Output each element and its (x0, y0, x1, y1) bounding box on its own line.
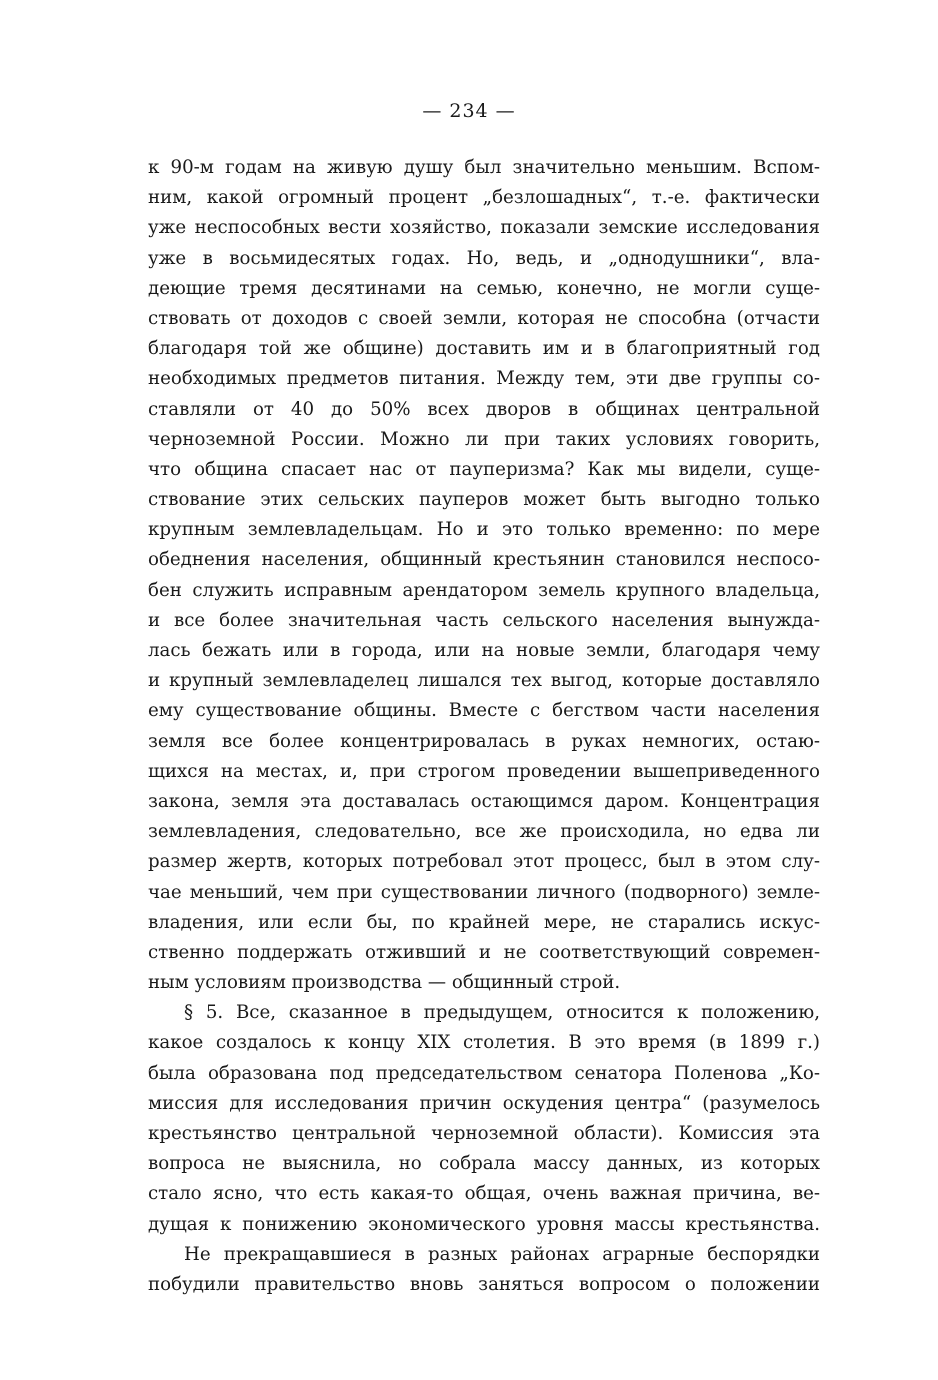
text-line: владения, или если бы, по крайней мере, не старались искус- (148, 911, 820, 933)
text-line: бен служить исправным арендатором земель крупного владельца, (148, 579, 820, 601)
text-line: ему существование общины. Вместе с бегством части населения (148, 700, 820, 722)
text-line: черноземной России. Можно ли при таких условиях говорить, (148, 428, 820, 450)
text-line: ствование этих сельских пауперов может быть выгодно только (148, 489, 820, 511)
text-line: обеднения населения, общинный крестьянин становился неспосо- (148, 549, 820, 571)
paragraph (148, 998, 820, 1240)
text-line: и крупный землевладелец лишался тех выгод, которые доставляло (148, 670, 820, 692)
text-line: закона, земля эта доставалась остающимся даром. Концентрация (148, 790, 820, 812)
text-line: благодаря той же общине) доставить им и в благоприятный год (148, 338, 820, 360)
paragraph (148, 1240, 820, 1300)
text-line: крупным землевладельцам. Но и это только временно: по мере (148, 519, 820, 541)
text-line: § 5. Все, сказанное в предыдущем, относится к положению, (184, 1002, 820, 1024)
text-line: уже неспособных вести хозяйство, показали земские исследования (148, 217, 820, 239)
text-line: и все более значительная часть сельского населения вынужда- (148, 609, 820, 631)
text-line: ным условиям производства — общинный строй. (148, 972, 621, 994)
body-text (148, 153, 820, 1300)
text-line: уже в восьмидесятых годах. Но, ведь, и „однодушники“, вла- (148, 247, 820, 269)
text-line: размер жертв, которых потребовал этот процесс, был в этом слу- (148, 851, 820, 873)
text-line: щихся на местах, и, при строгом проведении вышеприведенного (148, 760, 820, 782)
text-line: Не прекращавшиеся в разных районах аграрные беспорядки (184, 1243, 820, 1265)
text-line: миссия для исследования причин оскудения центра“ (разумелось (148, 1092, 820, 1114)
text-line: какое создалось к концу XIX столетия. В это время (в 1899 г.) (148, 1032, 820, 1054)
text-line: необходимых предметов питания. Между тем, эти две группы со- (148, 368, 820, 390)
text-line: землевладения, следовательно, все же происходила, но едва ли (148, 821, 820, 843)
text-line: была образована под председательством сенатора Поленова „Ко- (148, 1062, 820, 1084)
text-line: побудили правительство вновь заняться вопросом о положении (148, 1273, 820, 1295)
text-line: что община спасает нас от пауперизма? Как мы видели, суще- (148, 458, 820, 480)
text-line: чае меньший, чем при существовании личного (подворного) земле- (148, 881, 820, 903)
text-line: деющие тремя десятинами на семью, конечно, не могли суще- (148, 277, 820, 299)
text-line: лась бежать или в города, или на новые земли, благодаря чему (148, 640, 820, 661)
text-line: земля все более концентрировалась в руках немногих, остаю- (148, 730, 820, 752)
text-line: ственно поддержать отживший и не соответствующий современ- (148, 941, 820, 963)
text-line: к 90-м годам на живую душу был значительно меньшим. Вспом- (148, 157, 820, 178)
text-line: дущая к понижению экономического уровня массы крестьянства. (148, 1213, 820, 1235)
text-line: ним, какой огромный процент „безлошадных“, т.-е. фактически (148, 187, 820, 209)
text-line: крестьянство центральной черноземной области). Комиссия эта (148, 1123, 820, 1144)
text-line: вопроса не выяснила, но собрала массу данных, из которых (148, 1153, 820, 1175)
text-line: ствовать от доходов с своей земли, которая не способна (отчасти (148, 307, 820, 329)
text-line: стало ясно, что есть какая-то общая, очень важная причина, ве- (148, 1183, 820, 1205)
paragraph (148, 153, 820, 998)
text-line: ставляли от 40 до 50% всех дворов в общинах центральной (148, 398, 820, 420)
page-number: — 234 — (422, 100, 516, 122)
